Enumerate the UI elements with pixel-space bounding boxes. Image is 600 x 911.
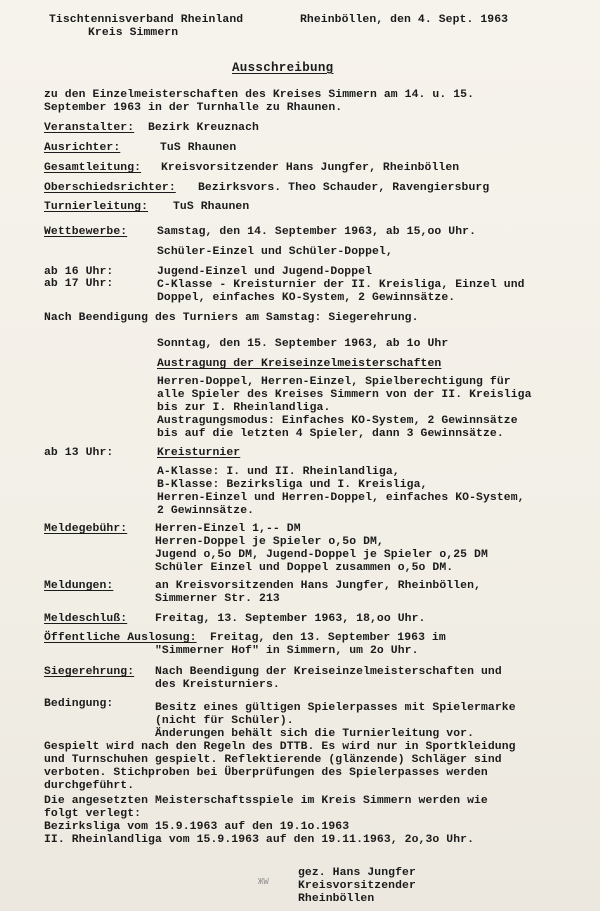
austragung-line-2: alle Spieler des Kreises Simmern von der II. Kreisliga xyxy=(157,389,532,401)
kreisturnier-line-2: B-Klasse: Bezirksliga und I. Kreisliga, xyxy=(157,479,428,491)
austragung-line-4: Austragungsmodus: Einfaches KO-System, 2 Gewinnsätze xyxy=(157,415,518,427)
org-line-2: Kreis Simmern xyxy=(88,27,179,39)
rules-line-5: Die angesetzten Meisterschaftsspiele im Kreis Simmern werden wie xyxy=(44,795,488,807)
meldegebuehr-line-4: Schüler Einzel und Doppel zusammen o,5o DM. xyxy=(155,562,454,574)
org-line-1: Tischtennisverband Rheinland xyxy=(49,14,244,26)
auslosung-line-1: Freitag, den 13. September 1963 im xyxy=(210,632,446,644)
auslosung-label: Öffentliche Auslosung: xyxy=(44,632,197,644)
signature-line-2: Kreisvorsitzender xyxy=(298,880,416,892)
time-17-text-1: C-Klasse - Kreisturnier der II. Kreisliga, Einzel und xyxy=(157,279,525,291)
rules-line-8: II. Rheinlandliga vom 15.9.1963 auf den 19.11.1963, 2o,3o Uhr. xyxy=(44,834,475,846)
meldegebuehr-line-3: Jugend o,5o DM, Jugend-Doppel je Spieler o,25 DM xyxy=(155,549,488,561)
meldungen-line-2: Simmerner Str. 213 xyxy=(155,593,280,605)
signature-line-1: gez. Hans Jungfer xyxy=(298,867,416,879)
info-label-gesamtleitung: Gesamtleitung: xyxy=(44,162,142,174)
after-turnier-text: Nach Beendigung des Turniers am Samstag: Siegerehrung. xyxy=(44,312,419,324)
time-16-label: ab 16 Uhr: xyxy=(44,266,114,278)
kreisturnier-heading: Kreisturnier xyxy=(157,447,241,459)
kreisturnier-line-1: A-Klasse: I. und II. Rheinlandliga, xyxy=(157,466,400,478)
info-value-oberschiedsrichter: Bezirksvors. Theo Schauder, Ravengiersburg xyxy=(198,182,490,194)
info-label-veranstalter: Veranstalter: xyxy=(44,122,135,134)
rules-line-6: folgt verlegt: xyxy=(44,808,142,820)
rules-line-4: durchgeführt. xyxy=(44,780,135,792)
bedingung-line-2: (nicht für Schüler). xyxy=(155,715,294,727)
bedingung-line-1: Besitz eines gültigen Spielerpasses mit Spielermarke xyxy=(155,702,516,714)
meldegebuehr-label: Meldegebühr: xyxy=(44,523,128,535)
sunday-line: Sonntag, den 15. September 1963, ab 1o Uhr xyxy=(157,338,449,350)
siegerehrung-line-1: Nach Beendigung der Kreiseinzelmeisterschaften und xyxy=(155,666,502,678)
siegerehrung-label: Siegerehrung: xyxy=(44,666,135,678)
austragung-line-5: bis auf die letzten 4 Spieler, dann 3 Gewinnsätze. xyxy=(157,428,504,440)
rules-line-1: Gespielt wird nach den Regeln des DTTB. Es wird nur in Sportkleidung xyxy=(44,741,516,753)
wettbewerbe-label: Wettbewerbe: xyxy=(44,226,128,238)
kreisturnier-line-4: 2 Gewinnsätze. xyxy=(157,505,255,517)
info-label-oberschiedsrichter: Oberschiedsrichter: xyxy=(44,182,176,194)
info-label-ausrichter: Ausrichter: xyxy=(44,142,121,154)
rules-line-3: verboten. Stichproben bei Überprüfungen des Spielerpasses werden xyxy=(44,767,488,779)
place-date: Rheinböllen, den 4. Sept. 1963 xyxy=(300,14,509,26)
meldegebuehr-line-1: Herren-Einzel 1,-- DM xyxy=(155,523,301,535)
austragung-line-3: bis zur I. Rheinlandliga. xyxy=(157,402,331,414)
austragung-line-1: Herren-Doppel, Herren-Einzel, Spielberechtigung für xyxy=(157,376,511,388)
siegerehrung-line-2: des Kreisturniers. xyxy=(155,679,280,691)
info-label-turnierleitung: Turnierleitung: xyxy=(44,201,149,213)
info-value-veranstalter: Bezirk Kreuznach xyxy=(148,122,259,134)
info-value-gesamtleitung: Kreisvorsitzender Hans Jungfer, Rheinböllen xyxy=(161,162,460,174)
wettbewerbe-saturday: Samstag, den 14. September 1963, ab 15,oo Uhr. xyxy=(157,226,477,238)
info-value-ausrichter: TuS Rhaunen xyxy=(160,142,237,154)
meldungen-line-1: an Kreisvorsitzenden Hans Jungfer, Rheinböllen, xyxy=(155,580,481,592)
meldeschluss-label: Meldeschluß: xyxy=(44,613,128,625)
auslosung-line-2: "Simmerner Hof" in Simmern, um 2o Uhr. xyxy=(155,645,419,657)
document-title: Ausschreibung xyxy=(232,61,334,75)
intro-line-1: zu den Einzelmeisterschaften des Kreises Simmern am 14. u. 15. xyxy=(44,89,475,101)
meldungen-label: Meldungen: xyxy=(44,580,114,592)
rules-line-2: und Turnschuhen gespielt. Reflektierende (glänzende) Schläger sind xyxy=(44,754,502,766)
intro-line-2: September 1963 in der Turnhalle zu Rhaunen. xyxy=(44,102,343,114)
austragung-heading: Austragung der Kreiseinzelmeisterschaften xyxy=(157,358,442,370)
wettbewerbe-schueler: Schüler-Einzel und Schüler-Doppel, xyxy=(157,246,393,258)
time-17-label: ab 17 Uhr: xyxy=(44,278,114,290)
meldeschluss-value: Freitag, 13. September 1963, 18,oo Uhr. xyxy=(155,613,426,625)
bedingung-label: Bedingung: xyxy=(44,698,114,710)
bedingung-line-3: Änderungen behält sich die Turnierleitung vor. xyxy=(155,728,475,740)
meldegebuehr-line-2: Herren-Doppel je Spieler o,5o DM, xyxy=(155,536,384,548)
signature-mark: ЖW xyxy=(258,877,269,887)
time-13-label: ab 13 Uhr: xyxy=(44,447,114,459)
time-16-text: Jugend-Einzel und Jugend-Doppel xyxy=(157,266,373,278)
time-17-text-2: Doppel, einfaches KO-System, 2 Gewinnsätze. xyxy=(157,292,456,304)
kreisturnier-line-3: Herren-Einzel und Herren-Doppel, einfaches KO-System, xyxy=(157,492,525,504)
rules-line-7: Bezirksliga vom 15.9.1963 auf den 19.1o.1963 xyxy=(44,821,350,833)
signature-line-3: Rheinböllen xyxy=(298,893,375,905)
info-value-turnierleitung: TuS Rhaunen xyxy=(173,201,250,213)
